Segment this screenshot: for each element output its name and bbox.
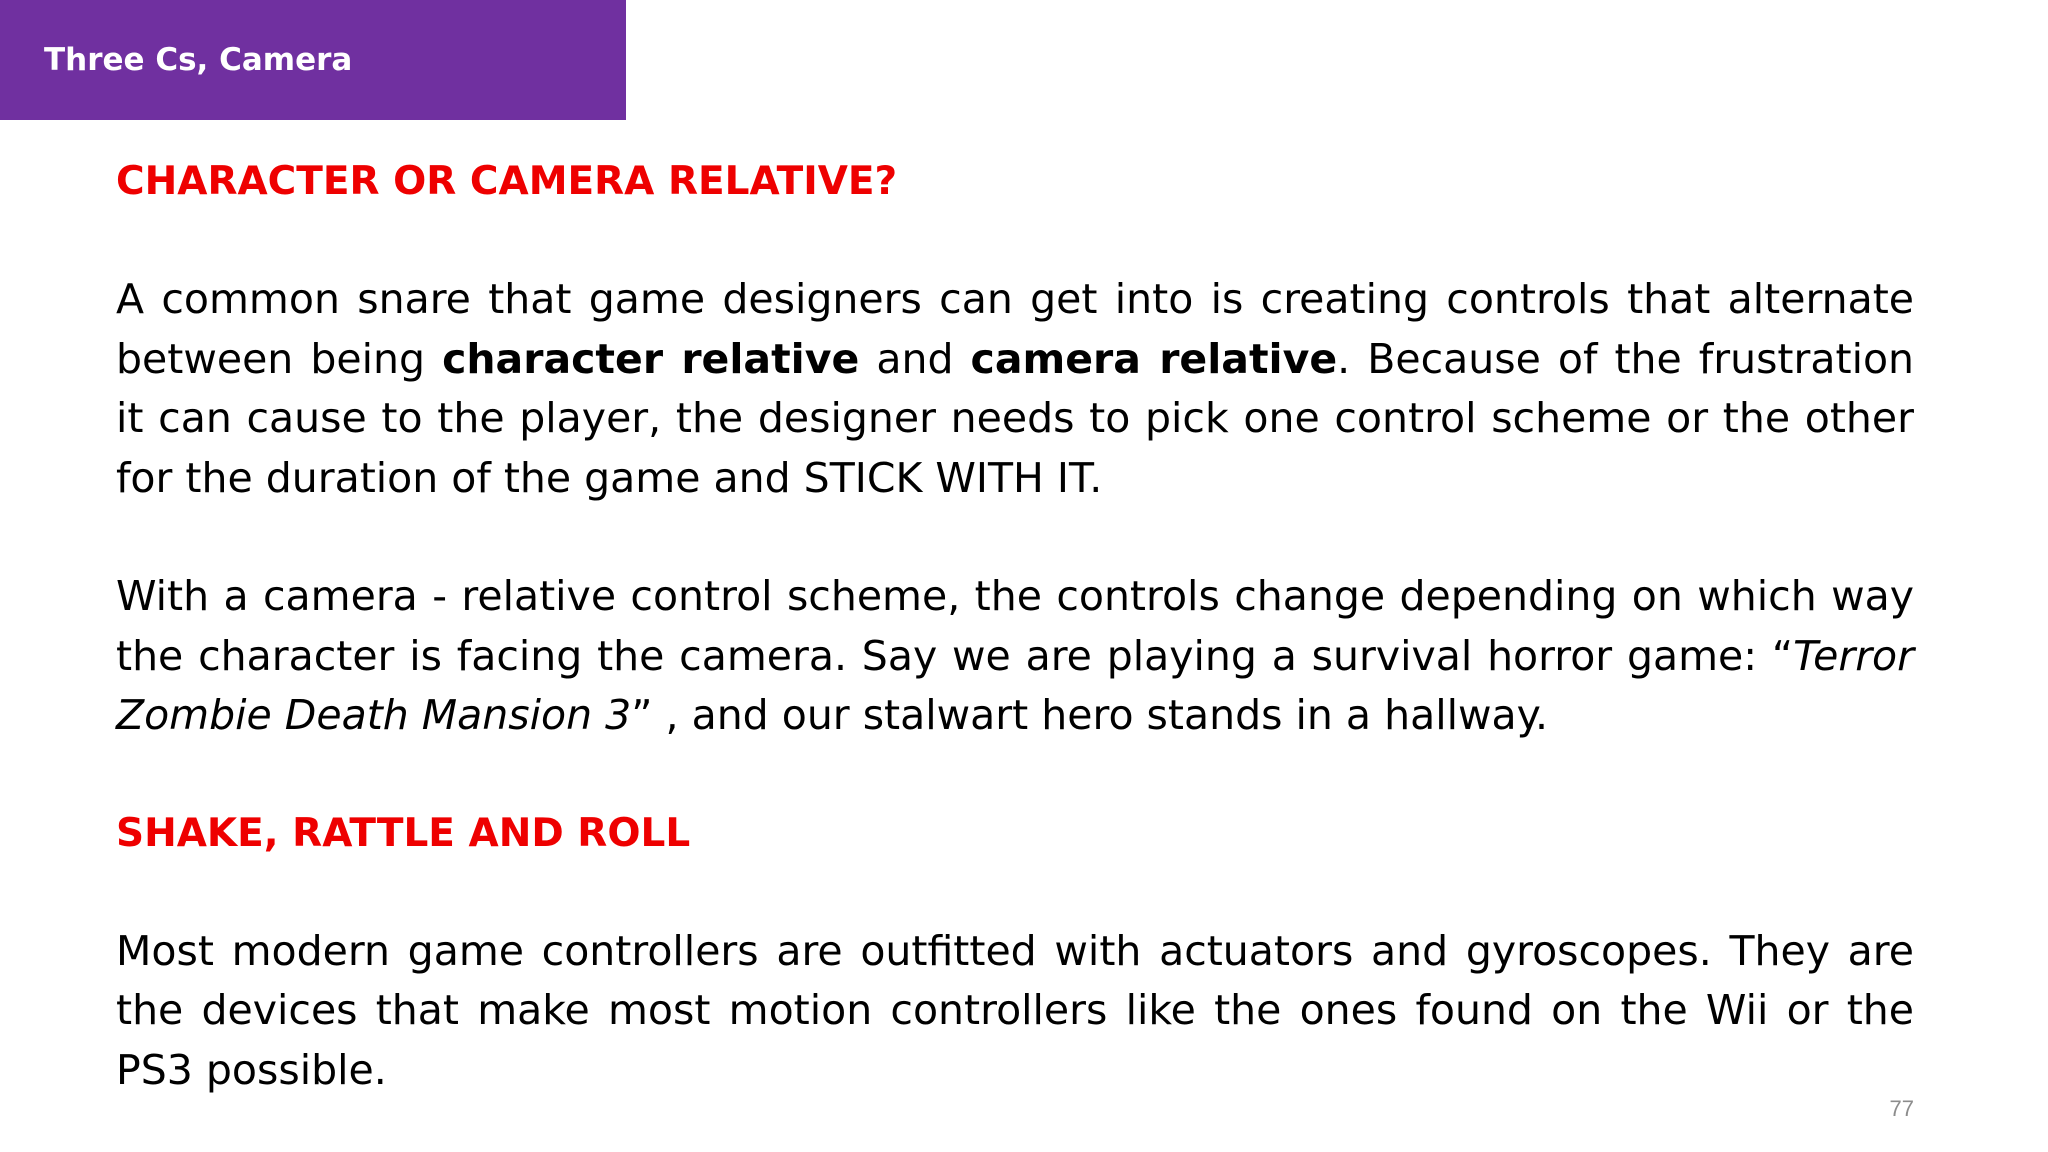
slide-section-title: Three Cs, Camera	[44, 42, 353, 78]
text-run: With a camera - relative control scheme, the controls change depending on which way the character is facing the camera. Say we are playing a survival horror game: “	[116, 572, 1914, 680]
spacer	[116, 508, 1914, 567]
text-run: A common snare that game designers can get into is creating controls that alternate between being	[116, 275, 1914, 383]
page-number: 77	[1889, 1096, 1914, 1121]
paragraph-control-snare	[116, 270, 1914, 508]
slide-content	[116, 153, 1914, 1100]
paragraph-camera-relative-scheme	[116, 567, 1914, 746]
text-run: and	[859, 334, 971, 383]
spacer	[116, 863, 1914, 922]
text-run: . Because of the frustration it can cause to the player, the designer needs to pick one control scheme or the other for the duration of the game and STICK WITH IT.	[116, 334, 1915, 502]
bold-term-character-relative: character relative	[442, 334, 860, 383]
spacer	[116, 746, 1914, 805]
text-run: ” , and our stalwart hero stands in a hallway.	[631, 691, 1549, 739]
bold-term-camera-relative: camera relative	[970, 334, 1338, 383]
heading-shake-rattle-and-roll: SHAKE, RATTLE AND ROLL	[116, 810, 691, 856]
slide-header-tab	[0, 0, 626, 120]
spacer	[116, 211, 1914, 270]
game-title-italic: Terror Zombie Death Mansion 3	[116, 631, 1914, 739]
heading-character-or-camera-relative: CHARACTER OR CAMERA RELATIVE?	[116, 159, 898, 204]
paragraph-motion-controllers: Most modern game controllers are outfitted with actuators and gyroscopes. They are the devices that make most motion controllers like the ones found on the Wii or the PS3 possible.	[116, 926, 1914, 1094]
